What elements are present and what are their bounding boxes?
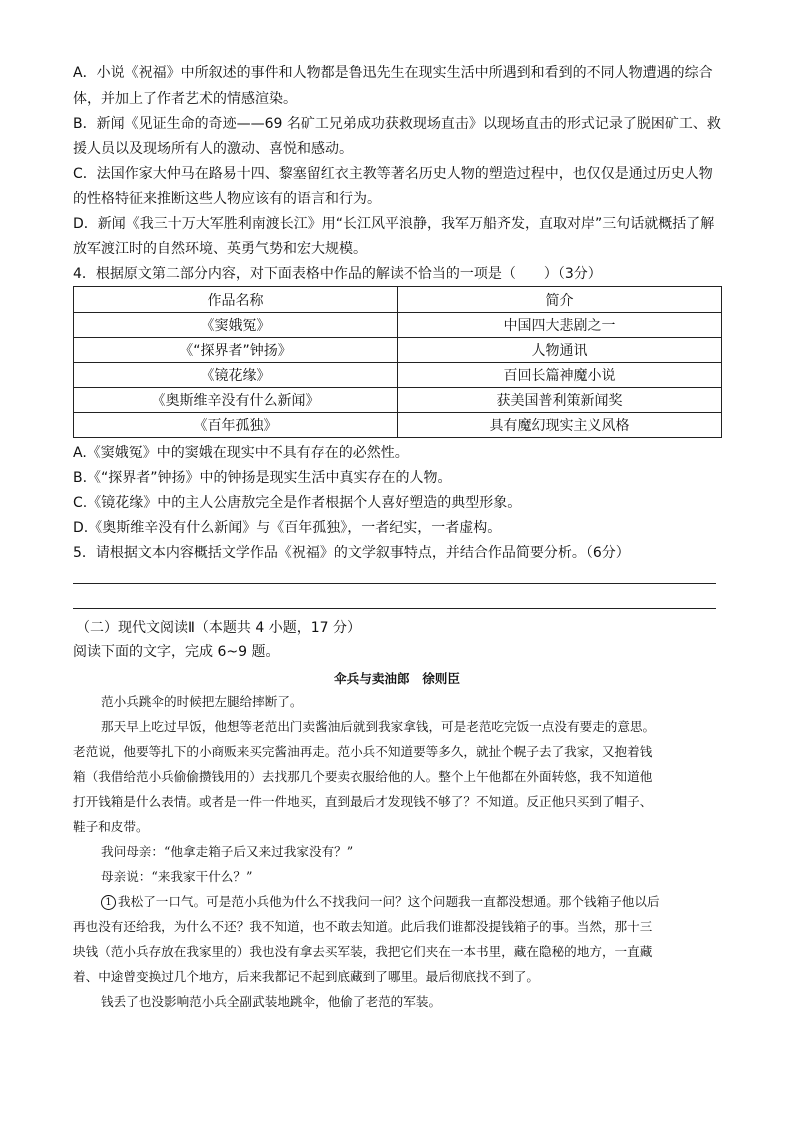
q5-stem: 5．请根据文本内容概括文学作品《祝福》的文学叙事特点，并结合作品简要分析。（6分）: [73, 545, 630, 561]
story-paragraph-4: 母亲说：“来我家干什么？”: [101, 869, 253, 884]
q4-option-c: C.《镜花缘》中的主人公唐敖完全是作者根据个人喜好塑造的典型形象。: [73, 495, 522, 511]
table-header-row: [74, 287, 722, 313]
q3-option-a-line1: A．小说《祝福》中所叙述的事件和人物都是鲁迅先生在现实生活中所遇到和看到的不同人物遭遇的综合: [73, 65, 713, 81]
story-paragraph-3: 我问母亲：“他拿走箱子后又来过我家没有？”: [101, 844, 354, 859]
q3-option-c-line1: C．法国作家大仲马在路易十四、黎塞留红衣主教等著名历史人物的塑造过程中，也仅仅是通过历史人物: [73, 166, 713, 182]
story-paragraph-2-line2: 老范说，他要等扎下的小商贩来买完酱油再走。范小兵不知道要等多久，就扯个幌子去了我家，又抱着钱: [73, 744, 653, 759]
table-cell-intro: 百回长篇神魔小说: [398, 363, 722, 388]
table-row: [74, 313, 722, 338]
q4-stem: 4．根据原文第二部分内容，对下面表格中作品的解读不恰当的一项是（ ）（3分）: [73, 266, 602, 282]
table-row: [74, 338, 722, 363]
table-cell-intro: 中国四大悲剧之一: [398, 313, 722, 338]
table-row: [74, 363, 722, 388]
story-paragraph-5-line1: [101, 893, 660, 911]
q3-option-b-line2: 援人员以及现场所有人的激动、喜悦和感动。: [73, 141, 353, 157]
table-row: [74, 388, 722, 413]
story-paragraph-5-text: 我松了一口气。可是范小兵他为什么不找我问一问？这个问题我一直都没想通。那个钱箱子他以后: [118, 894, 660, 909]
q3-option-b-line1: B．新闻《见证生命的奇迹——69 名矿工兄弟成功获救现场直击》以现场直击的形式记录了脱困矿工、救: [73, 116, 721, 132]
table-cell-intro: 人物通讯: [398, 338, 722, 363]
table-cell-work: 《“探界者”钟扬》: [74, 338, 398, 363]
table-cell-work: 《窦娥冤》: [74, 313, 398, 338]
story-paragraph-5-line2: 再也没有还给我，为什么不还？我不知道，也不敢去知道。此后我们谁都没提钱箱子的事。当然，那十三: [73, 919, 653, 934]
story-paragraph-5-line3: 块钱（范小兵存放在我家里的）我也没有拿去买军装，我把它们夹在一本书里，藏在隐秘的地方，一直藏: [73, 944, 653, 959]
paragraph-number-badge: 1: [101, 895, 116, 910]
table-cell-work: 《百年孤独》: [74, 413, 398, 438]
q3-option-c-line2: 的性格特征来推断这些人物应该有的语言和行为。: [73, 191, 381, 207]
q4-option-d: D.《奥斯维辛没有什么新闻》与《百年孤独》，一者纪实，一者虚构。: [73, 520, 502, 536]
section-instruction: 阅读下面的文字，完成 6~9 题。: [73, 644, 280, 660]
story-paragraph-2-line1: 那天早上吃过早饭，他想等老范出门卖酱油后就到我家拿钱，可是老范吃完饭一点没有要走的意思。: [101, 719, 656, 734]
story-paragraph-5-line4: 着、中途曾变换过几个地方，后来我都记不起到底藏到了哪里。最后彻底找不到了。: [73, 969, 539, 984]
q3-option-d-line1: D．新闻《我三十万大军胜利南渡长江》用“长江风平浪静，我军万船齐发，直取对岸”三句话就概括了解: [73, 216, 715, 232]
table-cell-work: 《镜花缘》: [74, 363, 398, 388]
story-paragraph-1: 范小兵跳伞的时候把左腿给摔断了。: [101, 694, 303, 709]
q4-option-b: B.《“探界者”钟扬》中的钟扬是现实生活中真实存在的人物。: [73, 470, 452, 486]
q3-option-a-line2: 体，并加上了作者艺术的情感渲染。: [73, 91, 297, 107]
answer-line[interactable]: [73, 608, 716, 609]
story-paragraph-6: 钱丢了也没影响范小兵全副武装地跳伞，他偷了老范的军装。: [101, 994, 442, 1009]
story-title: 伞兵与卖油郎 徐则臣: [334, 671, 460, 686]
table-cell-intro: 具有魔幻现实主义风格: [398, 413, 722, 438]
q4-option-a: A.《窦娥冤》中的窦娥在现实中不具有存在的必然性。: [73, 445, 409, 461]
story-paragraph-2-line5: 鞋子和皮带。: [73, 819, 149, 834]
story-paragraph-2-line3: 箱（我借给范小兵偷偷攒钱用的）去找那几个要卖衣服给他的人。整个上午他都在外面转悠，我不知道他: [73, 769, 653, 784]
table-header-work: 作品名称: [74, 287, 398, 313]
table-cell-work: 《奥斯维辛没有什么新闻》: [74, 388, 398, 413]
table-row: [74, 413, 722, 438]
story-paragraph-2-line4: 打开钱箱是什么表情。或者是一件一件地买，直到最后才发现钱不够了？不知道。反正他只买到了帽子、: [73, 794, 653, 809]
works-table: [73, 286, 722, 438]
table-header-intro: 简介: [398, 287, 722, 313]
table-cell-intro: 获美国普利策新闻奖: [398, 388, 722, 413]
q3-option-d-line2: 放军渡江时的自然环境、英勇气势和宏大规模。: [73, 241, 367, 257]
section-heading: （二）现代文阅读Ⅱ（本题共 4 小题，17 分）: [76, 620, 361, 636]
answer-line[interactable]: [73, 583, 716, 584]
